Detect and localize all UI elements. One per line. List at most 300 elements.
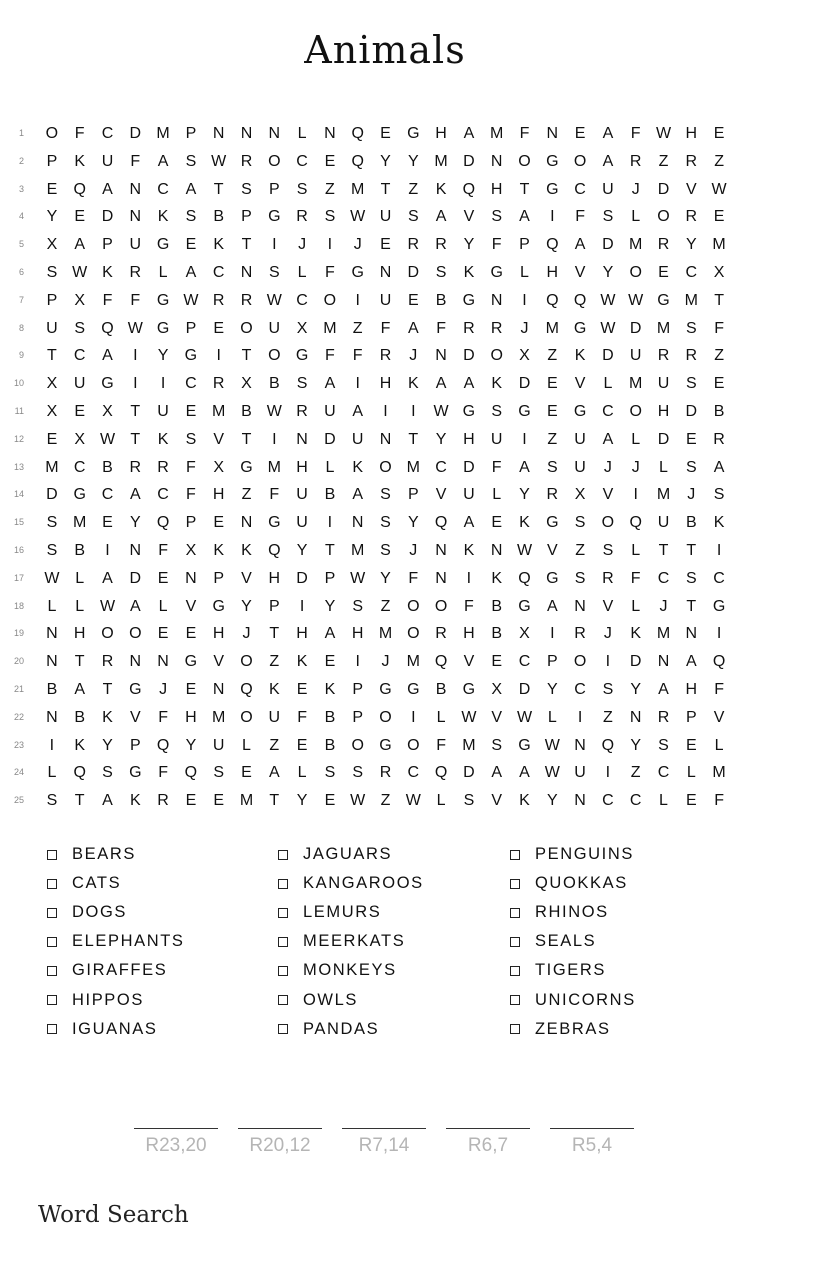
grid-letter[interactable]: G: [156, 291, 170, 309]
grid-letter[interactable]: R: [657, 708, 670, 726]
grid-letter[interactable]: B: [102, 458, 113, 476]
word-item[interactable]: [278, 956, 397, 985]
word-checkbox[interactable]: [278, 879, 288, 889]
grid-letter[interactable]: I: [633, 486, 638, 504]
word-item[interactable]: [510, 927, 596, 956]
word-item[interactable]: [47, 869, 121, 898]
grid-letter[interactable]: K: [491, 375, 503, 393]
grid-letter[interactable]: Q: [546, 291, 559, 309]
grid-letter[interactable]: J: [603, 458, 612, 476]
grid-letter[interactable]: H: [685, 681, 698, 698]
grid-letter[interactable]: K: [713, 514, 725, 532]
grid-letter[interactable]: S: [713, 486, 725, 504]
grid-letter[interactable]: R: [713, 430, 725, 448]
grid-letter[interactable]: G: [462, 291, 476, 309]
grid-letter[interactable]: E: [713, 375, 725, 393]
grid-letter[interactable]: Q: [712, 653, 726, 671]
grid-letter[interactable]: G: [546, 180, 559, 198]
grid-letter[interactable]: J: [159, 681, 168, 698]
grid-letter[interactable]: A: [463, 375, 475, 393]
grid-letter[interactable]: Y: [435, 430, 447, 448]
grid-letter[interactable]: Y: [546, 681, 558, 698]
grid-letter[interactable]: O: [129, 625, 142, 643]
grid-letter[interactable]: I: [466, 569, 472, 587]
grid-letter[interactable]: I: [605, 764, 611, 782]
grid-letter[interactable]: G: [573, 319, 587, 337]
grid-letter[interactable]: W: [600, 291, 616, 309]
grid-letter[interactable]: L: [436, 708, 446, 726]
grid-letter[interactable]: A: [102, 180, 113, 198]
grid-letter[interactable]: O: [379, 708, 392, 726]
word-item[interactable]: [510, 986, 636, 1015]
grid-letter[interactable]: A: [102, 347, 113, 365]
grid-letter[interactable]: Q: [101, 319, 114, 337]
grid-letter[interactable]: D: [101, 208, 114, 226]
grid-letter[interactable]: F: [325, 347, 335, 365]
grid-letter[interactable]: M: [323, 319, 337, 337]
grid-letter[interactable]: F: [714, 681, 724, 698]
grid-letter[interactable]: T: [241, 430, 252, 448]
grid-letter[interactable]: S: [546, 458, 558, 476]
grid-letter[interactable]: N: [268, 125, 281, 142]
word-item[interactable]: [47, 956, 167, 985]
grid-letter[interactable]: E: [324, 792, 336, 810]
grid-letter[interactable]: Q: [73, 764, 86, 782]
grid-letter[interactable]: S: [296, 180, 308, 198]
grid-letter[interactable]: Q: [240, 681, 253, 698]
grid-letter[interactable]: G: [657, 291, 670, 309]
grid-letter[interactable]: V: [185, 597, 197, 615]
grid-letter[interactable]: M: [378, 625, 393, 643]
grid-letter[interactable]: P: [185, 319, 197, 337]
grid-letter[interactable]: E: [74, 403, 86, 420]
grid-letter[interactable]: G: [184, 653, 198, 671]
grid-letter[interactable]: U: [657, 375, 670, 393]
grid-letter[interactable]: S: [574, 569, 586, 587]
grid-letter[interactable]: X: [241, 375, 252, 393]
grid-letter[interactable]: R: [435, 625, 447, 643]
grid-letter[interactable]: E: [74, 208, 86, 226]
grid-letter[interactable]: E: [685, 430, 697, 448]
grid-letter[interactable]: E: [713, 125, 725, 142]
grid-letter[interactable]: G: [712, 597, 726, 615]
grid-letter[interactable]: V: [213, 653, 225, 671]
grid-letter[interactable]: Y: [129, 514, 141, 532]
grid-letter[interactable]: W: [544, 764, 560, 782]
grid-letter[interactable]: E: [324, 653, 336, 671]
grid-letter[interactable]: E: [185, 403, 197, 420]
word-checkbox[interactable]: [510, 879, 520, 889]
grid-letter[interactable]: D: [46, 486, 58, 504]
grid-letter[interactable]: G: [546, 152, 559, 170]
grid-letter[interactable]: N: [46, 653, 58, 671]
grid-letter[interactable]: E: [213, 514, 225, 532]
grid-letter[interactable]: M: [490, 125, 504, 142]
grid-letter[interactable]: A: [685, 653, 697, 671]
grid-letter[interactable]: W: [183, 291, 199, 309]
grid-letter[interactable]: Z: [658, 152, 669, 170]
grid-letter[interactable]: D: [657, 180, 670, 198]
grid-letter[interactable]: S: [352, 597, 364, 615]
grid-letter[interactable]: F: [325, 264, 335, 281]
grid-letter[interactable]: E: [574, 125, 586, 142]
grid-letter[interactable]: Z: [325, 180, 335, 198]
grid-letter[interactable]: F: [380, 319, 391, 337]
grid-letter[interactable]: I: [550, 208, 555, 226]
grid-letter[interactable]: N: [324, 125, 336, 142]
grid-letter[interactable]: J: [353, 236, 362, 254]
grid-letter[interactable]: T: [241, 236, 252, 254]
grid-letter[interactable]: A: [129, 486, 141, 504]
grid-letter[interactable]: A: [602, 125, 614, 142]
grid-letter[interactable]: R: [212, 375, 225, 393]
grid-letter[interactable]: O: [518, 152, 531, 170]
grid-letter[interactable]: O: [268, 152, 281, 170]
grid-letter[interactable]: C: [212, 264, 225, 281]
grid-letter[interactable]: X: [713, 264, 725, 281]
grid-letter[interactable]: P: [352, 708, 364, 726]
grid-letter[interactable]: F: [158, 542, 168, 559]
word-item[interactable]: [510, 869, 628, 898]
grid-letter[interactable]: X: [46, 236, 58, 254]
grid-letter[interactable]: N: [46, 625, 58, 643]
grid-letter[interactable]: M: [212, 708, 226, 726]
grid-letter[interactable]: M: [462, 736, 476, 754]
grid-letter[interactable]: V: [463, 653, 475, 671]
grid-letter[interactable]: A: [602, 430, 614, 448]
grid-letter[interactable]: U: [268, 319, 281, 337]
grid-letter[interactable]: A: [268, 764, 280, 782]
grid-letter[interactable]: V: [602, 486, 614, 504]
grid-letter[interactable]: E: [185, 681, 197, 698]
grid-letter[interactable]: J: [242, 625, 251, 643]
grid-letter[interactable]: W: [516, 708, 533, 726]
grid-letter[interactable]: N: [490, 291, 503, 309]
grid-letter[interactable]: B: [324, 486, 336, 504]
grid-letter[interactable]: S: [380, 486, 391, 504]
grid-letter[interactable]: B: [713, 403, 725, 420]
grid-letter[interactable]: K: [435, 180, 447, 198]
grid-letter[interactable]: N: [185, 569, 197, 587]
grid-letter[interactable]: E: [185, 625, 197, 643]
grid-letter[interactable]: L: [631, 597, 641, 615]
grid-letter[interactable]: N: [157, 653, 169, 671]
grid-letter[interactable]: S: [380, 514, 391, 532]
grid-letter[interactable]: R: [657, 347, 670, 365]
grid-letter[interactable]: T: [74, 792, 85, 810]
grid-letter[interactable]: K: [129, 792, 141, 810]
word-item[interactable]: [278, 840, 392, 869]
grid-letter[interactable]: T: [130, 430, 141, 448]
grid-letter[interactable]: D: [463, 347, 475, 365]
grid-letter[interactable]: C: [73, 347, 86, 365]
grid-letter[interactable]: Q: [518, 569, 531, 587]
grid-letter[interactable]: N: [212, 125, 225, 142]
grid-letter[interactable]: Y: [46, 208, 58, 226]
grid-letter[interactable]: G: [184, 347, 198, 365]
grid-letter[interactable]: E: [46, 180, 58, 198]
grid-letter[interactable]: T: [47, 347, 57, 365]
grid-letter[interactable]: U: [574, 430, 586, 448]
grid-letter[interactable]: L: [631, 208, 641, 226]
grid-letter[interactable]: G: [295, 347, 309, 365]
grid-letter[interactable]: D: [324, 430, 336, 448]
grid-letter[interactable]: H: [212, 486, 225, 504]
grid-letter[interactable]: D: [296, 569, 308, 587]
grid-letter[interactable]: L: [297, 125, 307, 142]
grid-letter[interactable]: G: [156, 236, 170, 254]
grid-letter[interactable]: T: [241, 347, 252, 365]
grid-letter[interactable]: F: [714, 319, 724, 337]
grid-letter[interactable]: R: [379, 764, 392, 782]
grid-letter[interactable]: H: [296, 625, 308, 643]
grid-letter[interactable]: I: [216, 347, 221, 365]
grid-letter[interactable]: B: [74, 708, 86, 726]
word-item[interactable]: [47, 986, 144, 1015]
grid-letter[interactable]: T: [408, 430, 419, 448]
grid-letter[interactable]: K: [102, 264, 113, 281]
grid-letter[interactable]: Z: [547, 430, 558, 448]
grid-letter[interactable]: F: [130, 152, 141, 170]
grid-letter[interactable]: A: [658, 681, 669, 698]
grid-letter[interactable]: N: [490, 152, 503, 170]
grid-letter[interactable]: C: [685, 264, 698, 281]
grid-letter[interactable]: E: [157, 625, 169, 643]
grid-letter[interactable]: B: [324, 708, 336, 726]
grid-letter[interactable]: P: [185, 514, 197, 532]
grid-letter[interactable]: R: [379, 347, 392, 365]
grid-letter[interactable]: L: [158, 597, 168, 615]
grid-letter[interactable]: S: [213, 764, 225, 782]
grid-letter[interactable]: R: [546, 486, 559, 504]
grid-letter[interactable]: T: [130, 403, 141, 420]
grid-letter[interactable]: A: [713, 458, 725, 476]
word-item[interactable]: [510, 898, 609, 927]
grid-letter[interactable]: S: [185, 208, 197, 226]
grid-letter[interactable]: F: [158, 764, 168, 782]
grid-letter[interactable]: L: [631, 430, 641, 448]
word-checkbox[interactable]: [278, 995, 288, 1005]
grid-letter[interactable]: H: [185, 708, 197, 726]
grid-letter[interactable]: O: [268, 347, 281, 365]
grid-letter[interactable]: K: [407, 375, 419, 393]
grid-letter[interactable]: Q: [351, 125, 364, 142]
grid-letter[interactable]: A: [324, 375, 336, 393]
grid-letter[interactable]: I: [299, 597, 305, 615]
grid-letter[interactable]: V: [435, 486, 447, 504]
grid-letter[interactable]: O: [573, 152, 587, 170]
grid-letter[interactable]: A: [491, 764, 503, 782]
grid-letter[interactable]: F: [714, 792, 724, 810]
grid-letter[interactable]: P: [407, 486, 419, 504]
grid-letter[interactable]: Q: [629, 514, 642, 532]
grid-letter[interactable]: U: [379, 291, 392, 309]
grid-letter[interactable]: A: [74, 236, 86, 254]
grid-letter[interactable]: C: [574, 180, 586, 198]
grid-letter[interactable]: S: [685, 569, 697, 587]
grid-letter[interactable]: E: [296, 736, 308, 754]
grid-letter[interactable]: R: [685, 208, 698, 226]
grid-letter[interactable]: Q: [434, 764, 448, 782]
grid-letter[interactable]: N: [240, 514, 253, 532]
grid-letter[interactable]: A: [407, 319, 419, 337]
answer-line[interactable]: [446, 1128, 530, 1129]
grid-letter[interactable]: O: [629, 403, 642, 420]
grid-letter[interactable]: P: [546, 653, 558, 671]
grid-letter[interactable]: S: [685, 458, 697, 476]
grid-letter[interactable]: Z: [380, 597, 391, 615]
grid-letter[interactable]: I: [105, 542, 110, 559]
grid-letter[interactable]: R: [240, 291, 253, 309]
grid-letter[interactable]: K: [157, 430, 169, 448]
grid-letter[interactable]: U: [268, 708, 281, 726]
grid-letter[interactable]: F: [436, 736, 446, 754]
grid-letter[interactable]: E: [658, 264, 669, 281]
grid-letter[interactable]: I: [160, 375, 166, 393]
grid-letter[interactable]: S: [685, 319, 697, 337]
grid-letter[interactable]: C: [435, 458, 447, 476]
grid-letter[interactable]: N: [212, 681, 225, 698]
grid-letter[interactable]: A: [352, 486, 364, 504]
grid-letter[interactable]: L: [436, 792, 446, 810]
grid-letter[interactable]: Y: [380, 569, 391, 587]
grid-letter[interactable]: J: [687, 486, 696, 504]
grid-letter[interactable]: K: [352, 458, 364, 476]
word-checkbox[interactable]: [278, 937, 288, 947]
grid-letter[interactable]: T: [686, 542, 697, 559]
grid-letter[interactable]: F: [491, 458, 502, 476]
grid-letter[interactable]: H: [685, 125, 698, 142]
grid-letter[interactable]: Z: [547, 347, 558, 365]
grid-letter[interactable]: U: [574, 458, 586, 476]
grid-letter[interactable]: A: [102, 569, 113, 587]
grid-letter[interactable]: M: [629, 236, 643, 254]
grid-letter[interactable]: K: [74, 152, 86, 170]
grid-letter[interactable]: Y: [407, 152, 419, 170]
grid-letter[interactable]: I: [550, 625, 555, 643]
grid-letter[interactable]: V: [602, 597, 614, 615]
word-checkbox[interactable]: [47, 937, 57, 947]
grid-letter[interactable]: M: [351, 542, 365, 559]
grid-letter[interactable]: N: [129, 180, 142, 198]
grid-letter[interactable]: W: [99, 597, 116, 615]
grid-letter[interactable]: Q: [268, 542, 281, 559]
grid-letter[interactable]: W: [655, 125, 672, 142]
grid-letter[interactable]: Z: [714, 347, 724, 365]
grid-letter[interactable]: F: [158, 708, 168, 726]
grid-letter[interactable]: W: [266, 291, 282, 309]
grid-letter[interactable]: X: [46, 375, 58, 393]
grid-letter[interactable]: O: [407, 736, 420, 754]
grid-letter[interactable]: I: [272, 236, 277, 254]
grid-letter[interactable]: P: [268, 180, 280, 198]
grid-letter[interactable]: N: [685, 625, 698, 643]
grid-letter[interactable]: E: [380, 236, 391, 254]
grid-letter[interactable]: P: [241, 208, 252, 226]
grid-letter[interactable]: S: [380, 542, 391, 559]
grid-letter[interactable]: E: [241, 764, 252, 782]
grid-letter[interactable]: S: [74, 319, 86, 337]
grid-letter[interactable]: N: [379, 264, 392, 281]
grid-letter[interactable]: S: [491, 403, 503, 420]
grid-letter[interactable]: W: [350, 792, 366, 810]
grid-letter[interactable]: I: [716, 625, 722, 643]
grid-letter[interactable]: F: [464, 597, 474, 615]
grid-letter[interactable]: I: [133, 347, 138, 365]
grid-letter[interactable]: Y: [546, 792, 558, 810]
grid-letter[interactable]: K: [574, 347, 586, 365]
grid-letter[interactable]: S: [602, 208, 614, 226]
grid-letter[interactable]: O: [601, 514, 615, 532]
grid-letter[interactable]: D: [407, 264, 420, 281]
grid-letter[interactable]: E: [685, 792, 697, 810]
grid-letter[interactable]: H: [379, 375, 392, 393]
grid-letter[interactable]: M: [45, 458, 59, 476]
grid-letter[interactable]: S: [46, 264, 58, 281]
word-item[interactable]: [510, 956, 606, 985]
grid-letter[interactable]: E: [185, 236, 197, 254]
grid-letter[interactable]: L: [659, 792, 668, 810]
grid-letter[interactable]: E: [102, 514, 113, 532]
grid-letter[interactable]: A: [185, 264, 197, 281]
grid-letter[interactable]: U: [101, 152, 114, 170]
grid-letter[interactable]: M: [656, 486, 671, 504]
grid-letter[interactable]: W: [544, 736, 560, 754]
grid-letter[interactable]: C: [602, 403, 614, 420]
grid-letter[interactable]: Y: [630, 681, 642, 698]
grid-letter[interactable]: Q: [462, 180, 476, 198]
grid-letter[interactable]: Z: [603, 708, 613, 726]
grid-letter[interactable]: V: [574, 264, 586, 281]
grid-letter[interactable]: K: [74, 736, 86, 754]
grid-letter[interactable]: G: [518, 403, 531, 420]
grid-letter[interactable]: T: [325, 542, 335, 559]
grid-letter[interactable]: Y: [685, 236, 697, 254]
grid-letter[interactable]: B: [685, 514, 697, 532]
grid-letter[interactable]: R: [129, 264, 142, 281]
grid-letter[interactable]: Q: [601, 736, 615, 754]
grid-letter[interactable]: G: [240, 458, 253, 476]
word-checkbox[interactable]: [47, 879, 57, 889]
grid-letter[interactable]: A: [519, 458, 530, 476]
grid-letter[interactable]: L: [714, 736, 724, 754]
grid-letter[interactable]: W: [433, 403, 449, 420]
grid-letter[interactable]: K: [630, 625, 642, 643]
grid-letter[interactable]: G: [518, 736, 531, 754]
grid-letter[interactable]: N: [490, 542, 503, 559]
grid-letter[interactable]: Q: [73, 180, 86, 198]
grid-letter[interactable]: H: [212, 625, 225, 643]
grid-letter[interactable]: P: [352, 681, 364, 698]
grid-letter[interactable]: S: [46, 514, 58, 532]
grid-letter[interactable]: F: [575, 208, 585, 226]
grid-letter[interactable]: B: [46, 681, 58, 698]
grid-letter[interactable]: B: [435, 291, 447, 309]
grid-letter[interactable]: Y: [241, 597, 252, 615]
grid-letter[interactable]: U: [629, 347, 642, 365]
grid-letter[interactable]: U: [46, 319, 58, 337]
grid-letter[interactable]: R: [407, 236, 420, 254]
grid-letter[interactable]: T: [269, 792, 280, 810]
grid-letter[interactable]: Z: [408, 180, 419, 198]
grid-letter[interactable]: A: [463, 514, 475, 532]
grid-letter[interactable]: G: [490, 264, 503, 281]
grid-letter[interactable]: C: [296, 291, 308, 309]
grid-letter[interactable]: K: [213, 542, 225, 559]
grid-letter[interactable]: D: [129, 569, 142, 587]
word-checkbox[interactable]: [510, 937, 520, 947]
grid-letter[interactable]: V: [713, 708, 725, 726]
